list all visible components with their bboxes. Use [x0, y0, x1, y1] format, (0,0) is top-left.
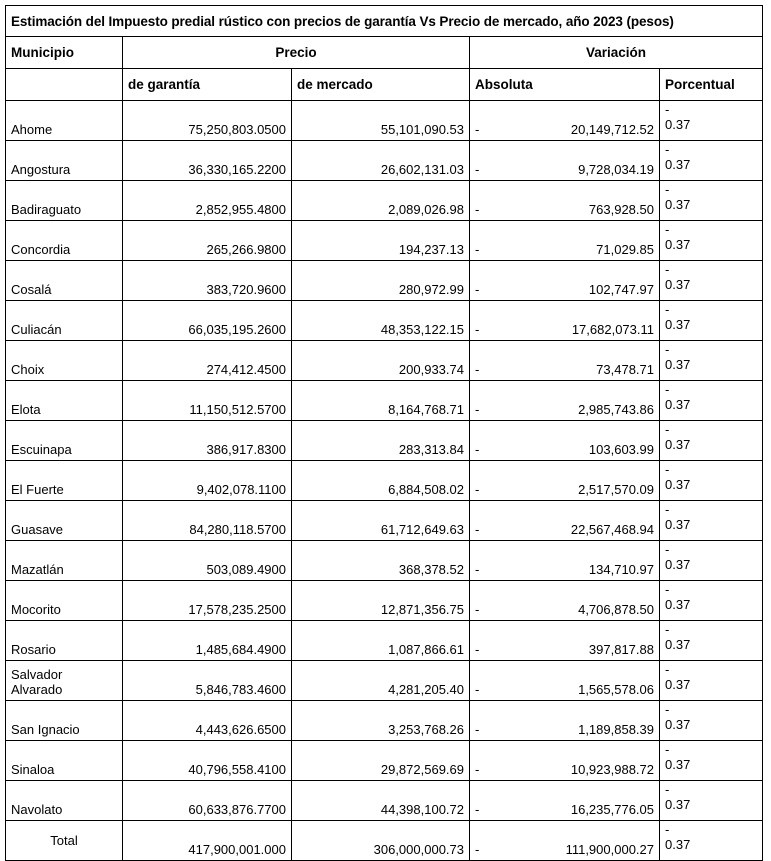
table-body — [6, 6, 763, 861]
cell-precio-de-garantia: 5,846,783.4600 — [123, 661, 292, 701]
cell-precio-de-garantia: 2,852,955.4800 — [123, 181, 292, 221]
estimacion-impuesto-predial-table — [5, 5, 763, 861]
absoluta-value: 16,235,776.05 — [570, 802, 654, 817]
negative-sign: - — [475, 562, 480, 577]
municipio-name-line: Salvador — [11, 667, 63, 682]
cell-precio-de-garantia: 1,485,684.4900 — [123, 621, 292, 661]
cell-municipio: Navolato — [6, 781, 123, 821]
negative-sign: - — [665, 302, 670, 317]
cell-total-label: Total — [6, 821, 123, 861]
cell-precio-de-mercado: 48,353,122.15 — [292, 301, 470, 341]
porcentual-value: 0.37 — [665, 437, 691, 452]
sub-header-row — [6, 69, 763, 101]
absoluta-value: 73,478.71 — [596, 362, 654, 377]
column-group-municipio: Municipio — [6, 37, 123, 69]
cell-precio-de-mercado: 4,281,205.40 — [292, 661, 470, 701]
cell-total-de-garantia: 417,900,001.000 — [123, 821, 292, 861]
porcentual-value: 0.37 — [665, 237, 691, 252]
porcentual-value: 0.37 — [665, 757, 691, 772]
porcentual-value: 0.37 — [665, 397, 691, 412]
absoluta-value: 111,900,000.27 — [565, 842, 654, 857]
cell-municipio: Ahome — [6, 101, 123, 141]
negative-sign: - — [475, 722, 480, 737]
negative-sign: - — [665, 742, 670, 757]
cell-municipio: Choix — [6, 341, 123, 381]
porcentual-value: 0.37 — [665, 117, 691, 132]
table-row — [6, 621, 763, 661]
table-row — [6, 101, 763, 141]
porcentual-value: 0.37 — [665, 477, 691, 492]
cell-municipio: Culiacán — [6, 301, 123, 341]
subheader-de-garantia: de garantía — [123, 69, 292, 101]
porcentual-value: 0.37 — [665, 357, 691, 372]
subheader-porcentual: Porcentual — [660, 69, 763, 101]
cell-municipio: San Ignacio — [6, 701, 123, 741]
negative-sign: - — [475, 202, 480, 217]
porcentual-value: 0.37 — [665, 637, 691, 652]
cell-variacion-absoluta — [470, 181, 660, 221]
porcentual-value: 0.37 — [665, 797, 691, 812]
cell-precio-de-garantia: 265,266.9800 — [123, 221, 292, 261]
negative-sign: - — [475, 162, 480, 177]
cell-municipio: Sinaloa — [6, 741, 123, 781]
negative-sign: - — [665, 782, 670, 797]
porcentual-value: 0.37 — [665, 317, 691, 332]
negative-sign: - — [665, 262, 670, 277]
cell-precio-de-mercado: 2,089,026.98 — [292, 181, 470, 221]
negative-sign: - — [475, 122, 480, 137]
cell-municipio: Elota — [6, 381, 123, 421]
cell-precio-de-garantia: 40,796,558.4100 — [123, 741, 292, 781]
negative-sign: - — [665, 222, 670, 237]
cell-municipio — [6, 661, 123, 701]
absoluta-value: 134,710.97 — [588, 562, 654, 577]
absoluta-value: 763,928.50 — [588, 202, 654, 217]
table-title: Estimación del Impuesto predial rústico con precios de garantía Vs Precio de mercado, año 2023 (pesos) — [6, 6, 763, 37]
cell-precio-de-mercado: 3,253,768.26 — [292, 701, 470, 741]
group-header-row — [6, 37, 763, 69]
cell-variacion-porcentual — [660, 141, 763, 181]
cell-municipio: Angostura — [6, 141, 123, 181]
cell-precio-de-mercado: 8,164,768.71 — [292, 381, 470, 421]
absoluta-value: 2,517,570.09 — [578, 482, 654, 497]
cell-municipio: Rosario — [6, 621, 123, 661]
table-row — [6, 781, 763, 821]
column-group-variacion: Variación — [470, 37, 763, 69]
absoluta-value: 20,149,712.52 — [570, 122, 654, 137]
negative-sign: - — [665, 182, 670, 197]
negative-sign: - — [475, 282, 480, 297]
absoluta-value: 1,565,578.06 — [578, 682, 654, 697]
negative-sign: - — [475, 842, 480, 857]
subheader-blank — [6, 69, 123, 101]
column-group-precio: Precio — [123, 37, 470, 69]
subheader-de-mercado: de mercado — [292, 69, 470, 101]
absoluta-value: 17,682,073.11 — [571, 322, 654, 337]
cell-precio-de-mercado: 12,871,356.75 — [292, 581, 470, 621]
negative-sign: - — [665, 422, 670, 437]
table-row — [6, 741, 763, 781]
table-row — [6, 141, 763, 181]
cell-precio-de-mercado: 26,602,131.03 — [292, 141, 470, 181]
cell-variacion-porcentual — [660, 701, 763, 741]
cell-total-de-mercado: 306,000,000.73 — [292, 821, 470, 861]
table-row — [6, 301, 763, 341]
porcentual-value: 0.37 — [665, 157, 691, 172]
cell-precio-de-garantia: 66,035,195.2600 — [123, 301, 292, 341]
porcentual-value: 0.37 — [665, 197, 691, 212]
cell-variacion-absoluta — [470, 541, 660, 581]
cell-variacion-absoluta — [470, 141, 660, 181]
cell-variacion-porcentual — [660, 381, 763, 421]
cell-variacion-porcentual — [660, 661, 763, 701]
table-row — [6, 421, 763, 461]
table-row — [6, 501, 763, 541]
negative-sign: - — [475, 242, 480, 257]
table-row — [6, 341, 763, 381]
cell-precio-de-mercado: 55,101,090.53 — [292, 101, 470, 141]
cell-variacion-absoluta — [470, 781, 660, 821]
cell-variacion-porcentual — [660, 821, 763, 861]
cell-precio-de-mercado: 61,712,649.63 — [292, 501, 470, 541]
cell-variacion-porcentual — [660, 501, 763, 541]
cell-precio-de-mercado: 200,933.74 — [292, 341, 470, 381]
cell-variacion-porcentual — [660, 541, 763, 581]
absoluta-value: 397,817.88 — [588, 642, 654, 657]
negative-sign: - — [475, 482, 480, 497]
cell-variacion-porcentual — [660, 261, 763, 301]
absoluta-value: 4,706,878.50 — [578, 602, 654, 617]
negative-sign: - — [475, 442, 480, 457]
cell-municipio: Mazatlán — [6, 541, 123, 581]
negative-sign: - — [665, 662, 670, 677]
cell-precio-de-mercado: 6,884,508.02 — [292, 461, 470, 501]
negative-sign: - — [475, 642, 480, 657]
subheader-absoluta: Absoluta — [470, 69, 660, 101]
cell-precio-de-garantia: 503,089.4900 — [123, 541, 292, 581]
cell-precio-de-garantia: 11,150,512.5700 — [123, 381, 292, 421]
cell-variacion-absoluta — [470, 581, 660, 621]
table-row — [6, 661, 763, 701]
negative-sign: - — [475, 322, 480, 337]
porcentual-value: 0.37 — [665, 717, 691, 732]
table-row — [6, 261, 763, 301]
cell-municipio: Badiraguato — [6, 181, 123, 221]
negative-sign: - — [475, 682, 480, 697]
cell-variacion-absoluta — [470, 821, 660, 861]
cell-municipio: Escuinapa — [6, 421, 123, 461]
cell-precio-de-mercado: 280,972.99 — [292, 261, 470, 301]
porcentual-value: 0.37 — [665, 837, 691, 852]
cell-variacion-absoluta — [470, 741, 660, 781]
cell-variacion-absoluta — [470, 661, 660, 701]
negative-sign: - — [665, 342, 670, 357]
table-row — [6, 461, 763, 501]
cell-precio-de-garantia: 60,633,876.7700 — [123, 781, 292, 821]
negative-sign: - — [475, 762, 480, 777]
cell-municipio: Mocorito — [6, 581, 123, 621]
cell-variacion-porcentual — [660, 621, 763, 661]
absoluta-value: 2,985,743.86 — [578, 402, 654, 417]
cell-variacion-absoluta — [470, 221, 660, 261]
negative-sign: - — [475, 362, 480, 377]
porcentual-value: 0.37 — [665, 557, 691, 572]
cell-variacion-porcentual — [660, 461, 763, 501]
cell-precio-de-mercado: 194,237.13 — [292, 221, 470, 261]
cell-variacion-absoluta — [470, 461, 660, 501]
negative-sign: - — [665, 582, 670, 597]
cell-variacion-porcentual — [660, 341, 763, 381]
cell-precio-de-mercado: 29,872,569.69 — [292, 741, 470, 781]
table-total-row — [6, 821, 763, 861]
cell-variacion-porcentual — [660, 421, 763, 461]
cell-precio-de-garantia: 386,917.8300 — [123, 421, 292, 461]
negative-sign: - — [665, 102, 670, 117]
absoluta-value: 1,189,858.39 — [578, 722, 654, 737]
table-row — [6, 581, 763, 621]
cell-precio-de-garantia: 75,250,803.0500 — [123, 101, 292, 141]
cell-variacion-absoluta — [470, 101, 660, 141]
absoluta-value: 10,923,988.72 — [570, 762, 654, 777]
negative-sign: - — [665, 622, 670, 637]
cell-municipio: Cosalá — [6, 261, 123, 301]
negative-sign: - — [665, 542, 670, 557]
negative-sign: - — [665, 702, 670, 717]
negative-sign: - — [665, 142, 670, 157]
cell-precio-de-garantia: 17,578,235.2500 — [123, 581, 292, 621]
table-title-row — [6, 6, 763, 37]
municipio-name-line: Alvarado — [11, 682, 63, 697]
table-row — [6, 221, 763, 261]
negative-sign: - — [665, 502, 670, 517]
cell-variacion-porcentual — [660, 741, 763, 781]
cell-variacion-porcentual — [660, 221, 763, 261]
table-row — [6, 701, 763, 741]
cell-precio-de-mercado: 44,398,100.72 — [292, 781, 470, 821]
absoluta-value: 22,567,468.94 — [570, 522, 654, 537]
cell-variacion-porcentual — [660, 181, 763, 221]
cell-municipio: El Fuerte — [6, 461, 123, 501]
porcentual-value: 0.37 — [665, 677, 691, 692]
cell-variacion-absoluta — [470, 301, 660, 341]
cell-precio-de-garantia: 84,280,118.5700 — [123, 501, 292, 541]
cell-variacion-porcentual — [660, 101, 763, 141]
cell-precio-de-mercado: 1,087,866.61 — [292, 621, 470, 661]
negative-sign: - — [665, 382, 670, 397]
cell-precio-de-mercado: 283,313.84 — [292, 421, 470, 461]
cell-variacion-absoluta — [470, 261, 660, 301]
cell-precio-de-garantia: 36,330,165.2200 — [123, 141, 292, 181]
cell-variacion-absoluta — [470, 701, 660, 741]
negative-sign: - — [665, 462, 670, 477]
cell-precio-de-garantia: 4,443,626.6500 — [123, 701, 292, 741]
cell-precio-de-garantia: 9,402,078.1100 — [123, 461, 292, 501]
absoluta-value: 71,029.85 — [596, 242, 654, 257]
cell-variacion-porcentual — [660, 581, 763, 621]
porcentual-value: 0.37 — [665, 597, 691, 612]
cell-variacion-absoluta — [470, 501, 660, 541]
cell-precio-de-mercado: 368,378.52 — [292, 541, 470, 581]
cell-variacion-absoluta — [470, 381, 660, 421]
negative-sign: - — [475, 602, 480, 617]
cell-variacion-absoluta — [470, 341, 660, 381]
cell-variacion-absoluta — [470, 621, 660, 661]
absoluta-value: 9,728,034.19 — [578, 162, 654, 177]
table-row — [6, 381, 763, 421]
negative-sign: - — [475, 802, 480, 817]
table-row — [6, 181, 763, 221]
cell-variacion-porcentual — [660, 781, 763, 821]
negative-sign: - — [665, 822, 670, 837]
porcentual-value: 0.37 — [665, 517, 691, 532]
cell-municipio: Guasave — [6, 501, 123, 541]
negative-sign: - — [475, 402, 480, 417]
cell-precio-de-garantia: 274,412.4500 — [123, 341, 292, 381]
cell-variacion-absoluta — [470, 421, 660, 461]
absoluta-value: 103,603.99 — [588, 442, 654, 457]
negative-sign: - — [475, 522, 480, 537]
absoluta-value: 102,747.97 — [588, 282, 654, 297]
cell-precio-de-garantia: 383,720.9600 — [123, 261, 292, 301]
cell-variacion-porcentual — [660, 301, 763, 341]
cell-municipio: Concordia — [6, 221, 123, 261]
porcentual-value: 0.37 — [665, 277, 691, 292]
table-row — [6, 541, 763, 581]
